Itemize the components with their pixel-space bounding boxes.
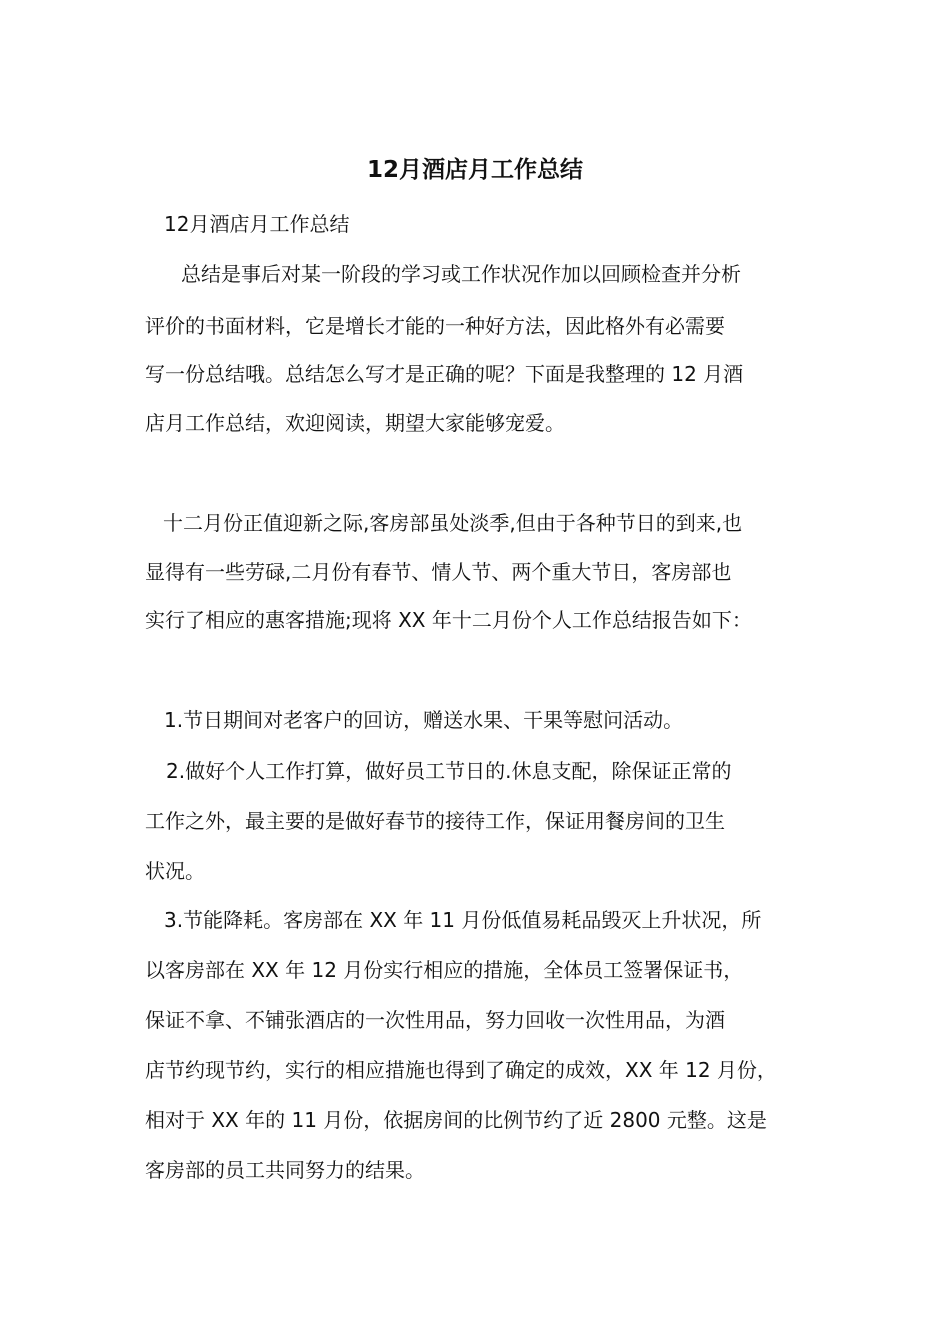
item-3-line-4: 店节约现节约，实行的相应措施也得到了确定的成效，XX 年 12 月份， xyxy=(145,1058,777,1082)
item-3-line-2: 以客房部在 XX 年 12 月份实行相应的措施，全体员工签署保证书， xyxy=(145,958,744,982)
item-2-line-2: 工作之外，最主要的是做好春节的接待工作，保证用餐房间的卫生 xyxy=(145,809,725,833)
item-2-line-1: 2.做好个人工作打算，做好员工节日的.休息支配，除保证正常的 xyxy=(166,759,732,783)
intro-line-4: 店月工作总结，欢迎阅读，期望大家能够宠爱。 xyxy=(145,411,565,435)
item-1-line-1: 1.节日期间对老客户的回访，赠送水果、干果等慰问活动。 xyxy=(164,708,684,732)
item-3-line-5: 相对于 XX 年的 11 月份，依据房间的比例节约了近 2800 元整。这是 xyxy=(145,1108,767,1132)
intro-line-1: 总结是事后对某一阶段的学习或工作状况作加以回顾检查并分析 xyxy=(181,262,741,286)
body-line-3: 实行了相应的惠客措施;现将 XX 年十二月份个人工作总结报告如下： xyxy=(145,608,752,632)
item-3-line-1: 3.节能降耗。客房部在 XX 年 11 月份低值易耗品毁灭上升状况，所 xyxy=(164,908,762,932)
page-title: 12月酒店月工作总结 xyxy=(366,157,583,183)
body-line-1: 十二月份正值迎新之际,客房部虽处淡季,但由于各种节日的到来,也 xyxy=(163,511,743,535)
intro-line-3: 写一份总结哦。总结怎么写才是正确的呢？下面是我整理的 12 月酒 xyxy=(145,362,744,386)
item-2-line-3: 状况。 xyxy=(145,859,205,883)
body-line-2: 显得有一些劳碌,二月份有春节、情人节、两个重大节日，客房部也 xyxy=(145,560,732,584)
item-3-line-3: 保证不拿、不铺张酒店的一次性用品，努力回收一次性用品，为酒 xyxy=(145,1008,725,1032)
subtitle: 12月酒店月工作总结 xyxy=(164,212,350,236)
item-3-line-6: 客房部的员工共同努力的结果。 xyxy=(145,1158,425,1182)
intro-line-2: 评价的书面材料，它是增长才能的一种好方法，因此格外有必需要 xyxy=(145,314,725,338)
